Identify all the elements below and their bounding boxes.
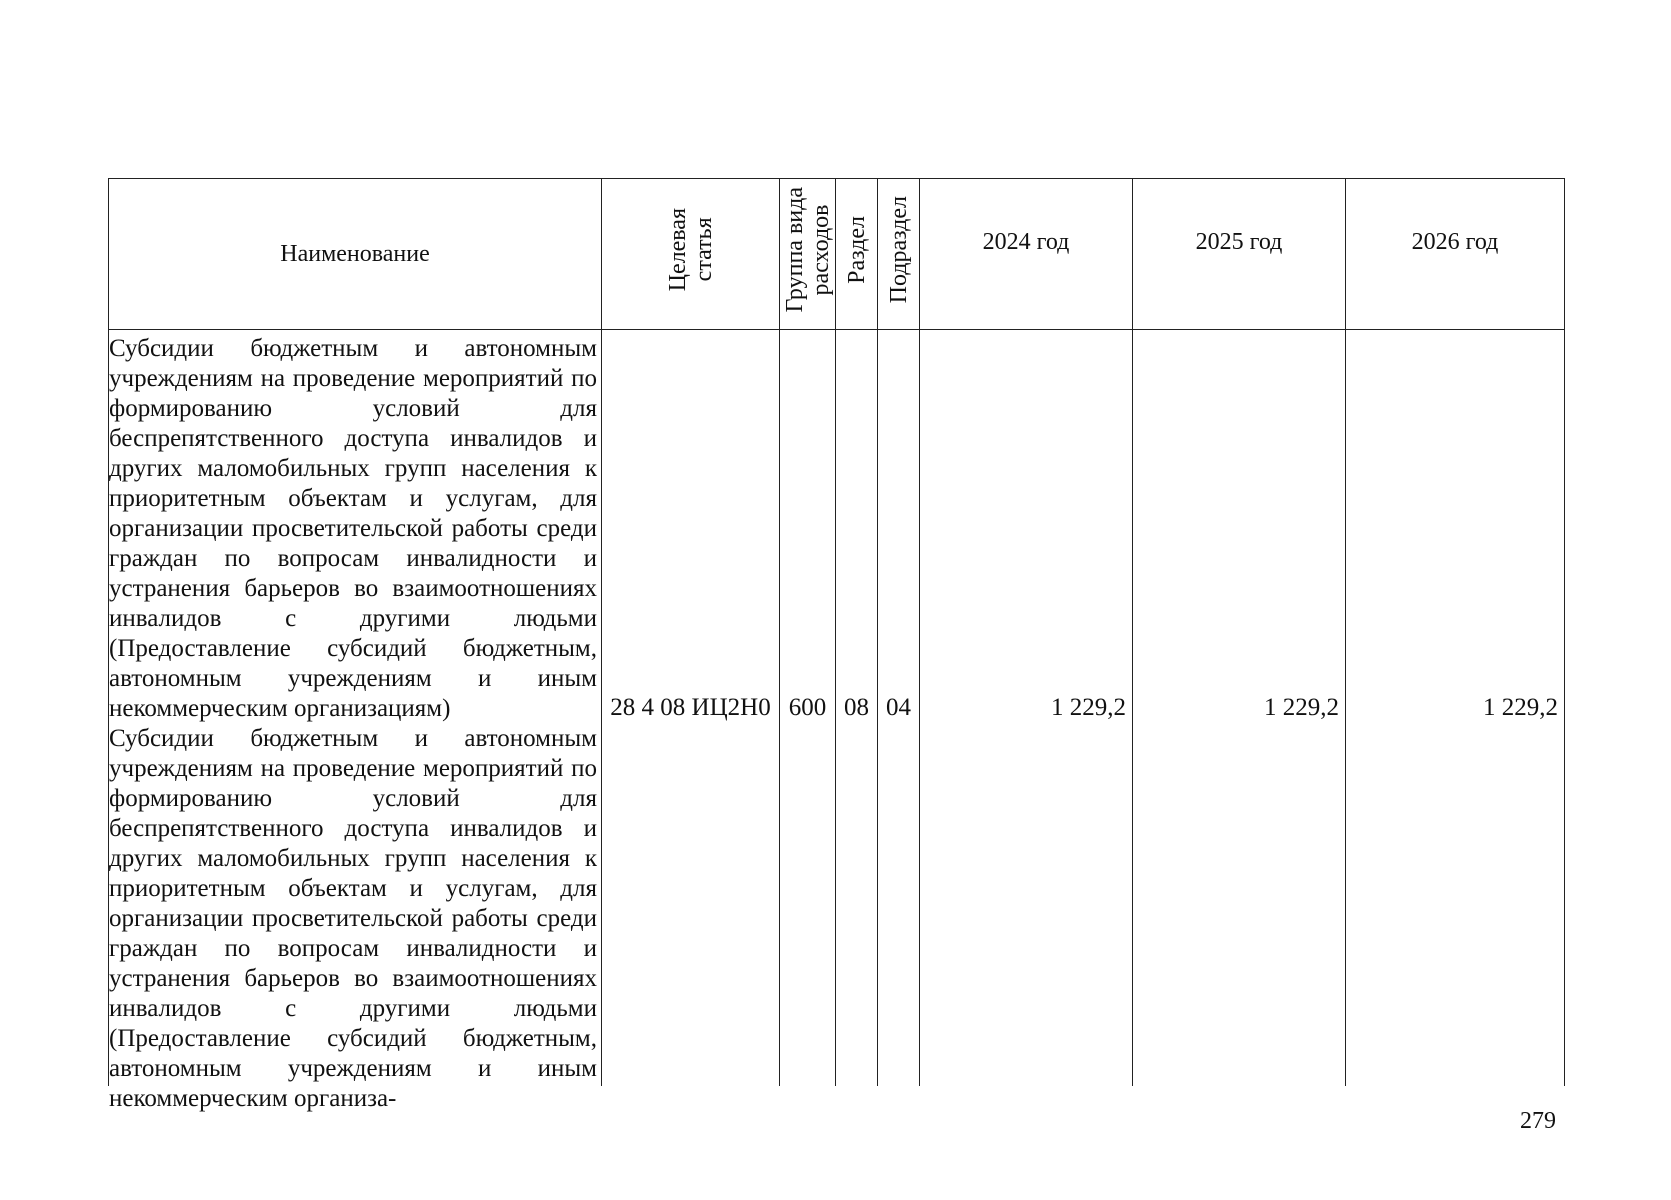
header-year-2024-label: 2024 год (982, 229, 1070, 255)
table-body (109, 330, 1565, 1112)
header-name (109, 179, 602, 330)
header-target-article (602, 179, 780, 330)
header-section-label: Раздел (843, 216, 870, 284)
header-year-2026-label: 2026 год (1411, 229, 1499, 255)
header-year-2026 (1346, 179, 1565, 330)
header-year-2024 (920, 179, 1133, 330)
table-header (109, 179, 1565, 330)
cell-year-2024 (920, 330, 1133, 1087)
header-expense-group-label: Группа вида расходов (781, 187, 834, 313)
header-section (836, 179, 878, 330)
page-number: 279 (1520, 1108, 1556, 1134)
row-name-primary: Субсидии бюджетным и автономным учреждениям на проведение мероприятий по формированию условий для беспрепятственного доступа инвалидов и других маломобильных групп населения к приоритетным объектам и услугам, для организации просветительской работы среди граждан по вопросам инвалидности и устранения барьеров во взаимоотношениях инвалидов с другими людьми (Предоставление субсидий бюджетным, автономным учреждениям и иным некоммерческим организациям) (109, 335, 597, 722)
header-target-article-label: Целевая статья (664, 208, 717, 292)
cell-year-2025 (1133, 330, 1346, 1087)
year-2025-value: 1 229,2 (1264, 694, 1339, 721)
header-year-2025-label: 2025 год (1195, 229, 1283, 255)
year-2026-value: 1 229,2 (1483, 694, 1558, 721)
expense-group-value: 600 (788, 694, 827, 721)
name-wrap (109, 334, 597, 1112)
header-subsection (878, 179, 920, 330)
header-expense-group (780, 179, 836, 330)
year-2024-value: 1 229,2 (1051, 694, 1126, 721)
cell-section (836, 330, 878, 1087)
target-article-value: 28 4 08 ИЦ2Н0 (610, 694, 771, 721)
header-row (109, 179, 1565, 330)
cell-expense-group (780, 330, 836, 1087)
cell-year-2026 (1346, 330, 1565, 1087)
cell-name (109, 330, 602, 1112)
cell-subsection (878, 330, 920, 1087)
header-subsection-label: Подраздел (885, 196, 912, 304)
header-year-2025 (1133, 179, 1346, 330)
header-name-label: Наименование (280, 241, 430, 267)
table-row (109, 330, 1565, 1087)
budget-table (108, 178, 1565, 1112)
row-name-repeated: Субсидии бюджетным и автономным учреждениям на проведение мероприятий по формированию условий для беспрепятственного доступа инвалидов и других маломобильных групп населения к приоритетным объектам и услугам, для организации просветительской работы среди граждан по вопросам инвалидности и устранения барьеров во взаимоотношениях инвалидов с другими людьми (Предоставление субсидий бюджетным, автономным учреждениям и иным некоммерческим организа- (109, 725, 597, 1112)
section-value: 08 (844, 694, 869, 721)
subsection-value: 04 (886, 694, 911, 721)
cell-target-article (602, 330, 780, 1087)
